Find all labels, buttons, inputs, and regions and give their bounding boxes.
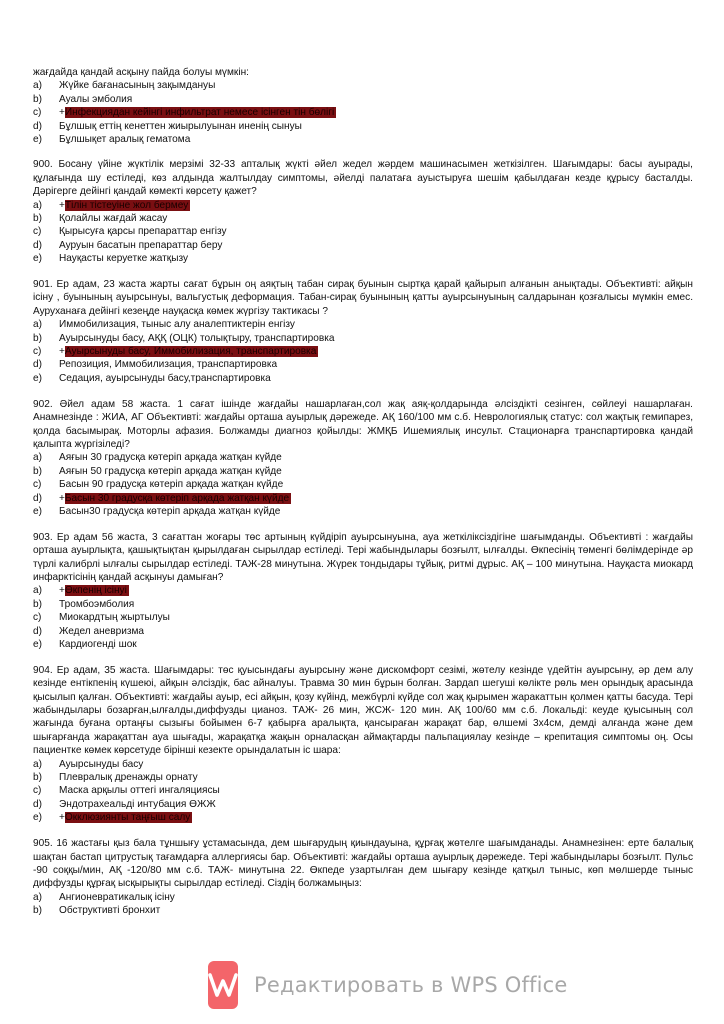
answer-option [33,891,693,904]
highlighted-answer: Басын 30 градусқа көтеріп арқада жатқан күйде [64,492,290,504]
option-text: Ауруын басатын препараттар беру [59,239,223,251]
option-text: Қырысуға қарсы препараттар енгізу [59,226,227,238]
option-text: Басын30 градусқа көтеріп арқада жатқан күйде [59,505,281,517]
option-letter: a) [33,891,42,903]
option-letter: e) [33,133,42,145]
correct-mark: + [59,199,65,211]
question-block [33,664,693,825]
option-text: Жүйке бағанасының зақымдануы [59,80,216,92]
option-letter: b) [33,212,42,224]
document-body [33,66,693,930]
answer-option [33,451,693,464]
question-text: 905. 16 жастағы қыз бала тұншығу ұстамасында, дем шығарудың қиындауына, құрғақ жөтелге шағымданады. Анамнезінен: ерте балалық шақтан бастап цитрустық тағамдарға аллергиясы бар. Объективті: жағдайы орташа ауырлық дәрежеде. Тері жабындылары бозғылт. Пульс -90 соққы/мин, АҚ -120/80 мм с.б. ТАЖ- минутына 22. Өкпеде узартылған дем шығару кезінде қатқыл тыныс, көп мөлшерде тыныс диффузды құрғақ ысқырықты сырылдар естіледі. Сіздің болжамыңыз: [33,838,693,890]
correct-mark: + [59,107,65,119]
option-text: Жедел аневризма [59,625,145,637]
answer-option [33,771,693,784]
option-text: Бұлшық еттің кенеттен жиырылуынан иненің сынуы [59,120,302,132]
answer-option [33,465,693,478]
answer-option [33,318,693,331]
answer-option [33,811,693,824]
option-letter: b) [33,905,42,917]
answer-option [33,611,693,624]
option-letter: a) [33,452,42,464]
question-block [33,531,693,652]
option-letter: d) [33,120,42,132]
answer-option [33,358,693,371]
answer-option [33,598,693,611]
option-letter: c) [33,612,42,624]
option-text: Маска арқылы оттегі ингаляциясы [59,785,220,797]
option-letter: a) [33,80,42,92]
answer-option [33,638,693,651]
answer-option [33,239,693,252]
question-text: 903. Ер адам 56 жаста, 3 сағаттан жоғары төс артының күйдіріп ауырсынуына, ауа жеткіліксіздігіне шағымданды. Объективті : жағдайы орташа ауырлықта, қашықтықтан қырылдаған сырылдар естіледі. Тері жабындылары бозғылт, ылғалды. Өкпесінің төменгі бөлімдерінде әр түрлі калибрлі ылғалы сырылдар естіледі. ТАЖ-28 минутына. Жүрек тондыдары тұйық, ритмі дұрыс. АҚ – 100 минутына. Науқаста миокард инфарктісінің қандай асқынуы дамыған? [33,531,693,583]
highlighted-answer: Инфекциядан кейінгі инфильтрат немесе ісінген тін бөлігі [64,107,335,119]
answer-option [33,372,693,385]
answer-option [33,120,693,133]
question-text: 904. Ер адам, 35 жаста. Шағымдары: төс қуысындағы ауырсыну және дискомфорт сезімі, жөтелу кезінде үдейтін ауырсыну, әр дем алу кезінде ентікпенің күшеюі, айқын әлсіздік, бас айналуы. Травма 30 мин бұрын болған. Зардап шегуші көлікте рөль мен орындық арасында қысылып қалған. Объективті: жағдайы ауыр, есі айқын, қозу күйінд, межбүрлі күйде сол жақ қырымен жаракаттын қолмен қатты басуда. Тері жабындылары бозарған,ылғалды,диффузды цианоз. ТАЖ- 26 мин, ЖСЖ- 120 мин. АҚ 100/60 мм с.б. Локальді: кеуде қуысының сол жағында буғана ортаңғы сызығы бойымен 6-7 қабырға аралықта, қансыраған жарақат бар, өлшемі 3х4см, демді алғанда және дем шығарғанда жарақаттан ауа шығады, жарақатқа жақын орналасқан аймақтарды пальпациялау кезінде – крепитация симптомы оң. Осы пациентке көмек көрсетуде бірінші кезекте орындалатын іс шара: [33,664,693,757]
option-letter: c) [33,479,42,491]
option-letter: b) [33,598,42,610]
answer-option [33,584,693,597]
option-text: Ауырсынуды басу, АҚҚ (ОЦК) толықтыру, транспартировка [59,332,335,344]
option-text: Аяғын 50 градусқа көтеріп арқада жатқан күйде [59,465,282,477]
answer-option [33,332,693,345]
option-text: Бұлшықет аралық гематома [59,133,191,145]
option-text: Аяғын 30 градусқа көтеріп арқада жатқан күйде [59,452,282,464]
option-text: Ауырсынуды басу [59,758,144,770]
answer-option [33,784,693,797]
option-letter: b) [33,465,42,477]
option-text: Басын 90 градусқа көтеріп арқада жатқан күйде [59,479,284,491]
answer-option [33,225,693,238]
question-block [33,158,693,265]
highlighted-answer: Өкпенің ісінуі [64,585,127,597]
highlighted-answer: Тілін тістеуіне жол бермеу [64,199,189,211]
option-text: Иммобилизация, тыныс алу аналептиктерін енгізу [59,319,295,331]
answer-option [33,798,693,811]
option-letter: c) [33,226,42,238]
option-text: Ауалы эмболия [59,93,133,105]
option-text: Кардиогенді шок [59,638,137,650]
option-letter: a) [33,319,42,331]
option-letter: d) [33,492,42,504]
option-text: Седация, ауырсынуды басу,транспартировка [59,372,271,384]
question-text: 902. Әйел адам 58 жаста. 1 сағат ішінде жағдайы нашарлаған,сол жақ аяқ-қолдарында әлсіздікті сезінген, сөйлеуі нашарлаған. Анамнезінде : ЖИА, АГ Объективті: жағдайы орташа ауырлық дәрежеде. АҚ 160/100 мм с.б. Неврологиялық статус: сол жақтық гемипарез, қолда басымырақ. Моторлы афазия. Болжамды диагноз қойылды: ЖМҚБ Ишемиялық инсульт. Стационарға транспартировка қандай қалыпта жүргізіледі? [33,398,693,450]
option-letter: b) [33,772,42,784]
answer-option [33,904,693,917]
option-text: Эндотрахеальді интубация ӨЖЖ [59,798,216,810]
answer-option [33,93,693,106]
answer-option [33,758,693,771]
option-text: Науқасты керуетке жатқызу [59,253,189,265]
wps-edit-label: Редактировать в WPS Office [254,973,568,997]
question-block [33,66,693,146]
option-letter: c) [33,346,42,358]
answer-option [33,133,693,146]
question-block [33,837,693,917]
answer-option [33,199,693,212]
answer-option [33,625,693,638]
option-letter: b) [33,93,42,105]
option-letter: e) [33,253,42,265]
option-text: Миокардтың жыртылуы [59,612,170,624]
question-block [33,278,693,385]
question-text: жағдайда қандай асқыну пайда болуы мүмкін: [33,67,249,78]
answer-option [33,106,693,119]
option-letter: a) [33,585,42,597]
wps-logo-icon [208,961,238,1009]
answer-option [33,79,693,92]
highlighted-answer: Ауырсынуды басу, Иммобилизация, транспартировка [64,346,317,358]
option-letter: e) [33,505,42,517]
answer-option [33,478,693,491]
correct-mark: + [59,346,65,358]
correct-mark: + [59,585,65,597]
correct-mark: + [59,492,65,504]
option-text: Репозиция, Иммобилизация, транспартировка [59,359,278,371]
option-text: Қолайлы жағдай жасау [59,212,168,224]
option-text: Ангионевратикалық ісіну [59,891,175,903]
highlighted-answer: Окклюзиянты таңғыш салу [64,812,191,824]
question-block [33,398,693,519]
option-letter: e) [33,372,42,384]
option-letter: d) [33,798,42,810]
option-letter: c) [33,107,42,119]
option-letter: d) [33,359,42,371]
correct-mark: + [59,812,65,824]
option-letter: e) [33,638,42,650]
answer-option [33,252,693,265]
answer-option [33,212,693,225]
option-letter: d) [33,625,42,637]
option-letter: a) [33,199,42,211]
option-text: Тромбоэмболия [59,598,135,610]
option-letter: b) [33,332,42,344]
answer-option [33,492,693,505]
answer-option [33,345,693,358]
option-letter: c) [33,785,42,797]
option-letter: d) [33,239,42,251]
option-text: Обструктивті бронхит [59,905,161,917]
question-text: 901. Ер адам, 23 жаста жарты сағат бұрын оң аяқтың табан сирақ буынын сыртқа қарай қайырып алғанын анықтады. Объективті: айқын ісіну , буынының ауырсынуы, вальгустық деформация. Табан-сирақ буынының қатты ауырсынуының салдарынан қозғалысы мүмкін емес. Ауруханаға дейінгі кезеңде науқасқа көмек жүргізу тактикасы ? [33,279,693,317]
answer-option [33,505,693,518]
question-text: 900. Босану үйіне жүктілік мерзімі 32-33 апталық жүкті әйел жедел жәрдем машинасымен жеткізілген. Шағымдары: басы ауырады, құлағында шу естіледі, көз алдында жалтылдау симптомы, әйелді палатаға ауыстыруға шешім қабылдаған кезде құрысу басталды. Дәрігерге дейінгі қандай көмекті көрсету қажет? [33,159,693,198]
option-text: Плевралық дренажды орнату [59,772,198,784]
option-letter: a) [33,758,42,770]
option-letter: e) [33,812,42,824]
wps-edit-banner[interactable] [208,960,568,1010]
